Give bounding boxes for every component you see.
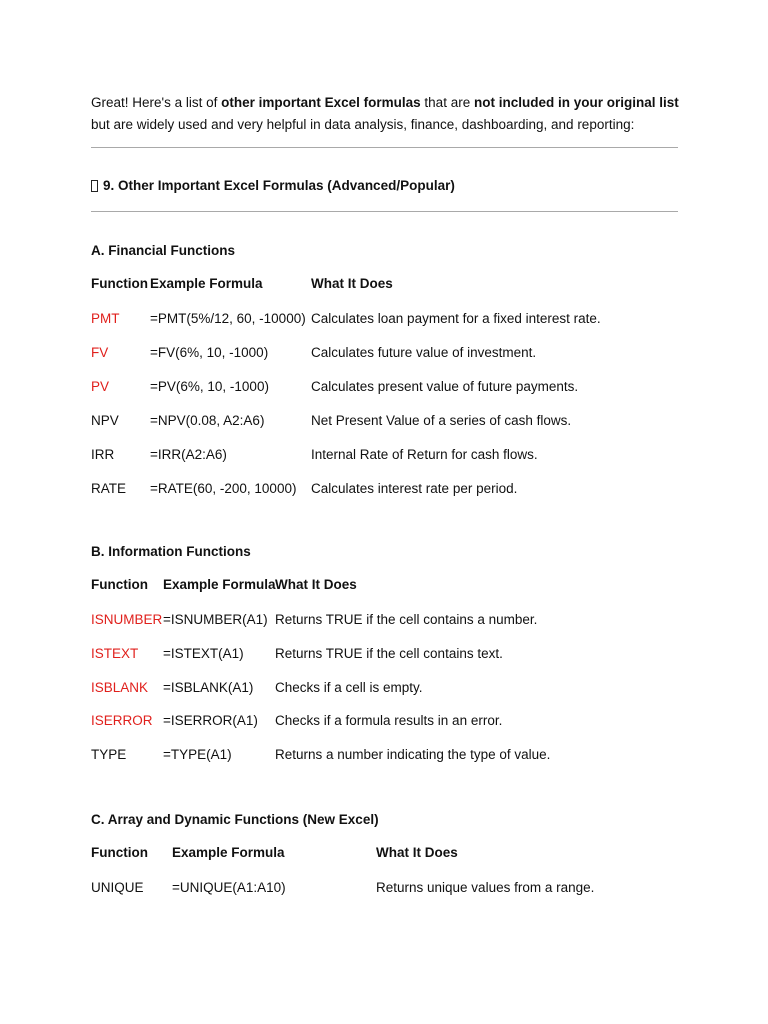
function-name: ISBLANK	[91, 679, 149, 695]
example-formula: =UNIQUE(A1:A10)	[172, 880, 286, 895]
example-formula: =IRR(A2:A6)	[150, 447, 227, 462]
function-header: Function	[91, 577, 148, 592]
intro-text-2: that are	[420, 95, 474, 110]
function-name: TYPE	[91, 747, 127, 763]
description-header: What It Does	[275, 577, 357, 592]
function-description: Returns TRUE if the cell contains a number.	[275, 612, 538, 627]
financial-title: A. Financial Functions	[91, 243, 236, 258]
example-formula: =TYPE(A1)	[163, 747, 232, 763]
function-description: Returns TRUE if the cell contains text.	[275, 645, 503, 661]
function-name: ISNUMBER	[91, 612, 163, 627]
function-name: UNIQUE	[91, 880, 144, 895]
function-description: Internal Rate of Return for cash flows.	[311, 447, 538, 462]
intro-paragraph	[91, 92, 691, 136]
function-description: Returns a number indicating the type of value.	[275, 747, 551, 763]
example-formula: =PMT(5%/12, 60, -10000)	[150, 311, 306, 326]
divider-bottom	[91, 211, 678, 212]
divider-top	[91, 147, 678, 148]
example-formula: =PV(6%, 10, -1000)	[150, 379, 269, 394]
function-header: Function	[91, 276, 148, 291]
intro-text-1: Great! Here's a list of	[91, 95, 222, 110]
function-name: IRR	[91, 447, 115, 462]
function-name: ISERROR	[91, 713, 153, 729]
example-formula: =RATE(60, -200, 10000)	[150, 481, 297, 496]
function-description: Checks if a formula results in an error.	[275, 713, 503, 729]
example-formula: =ISERROR(A1)	[163, 713, 258, 729]
section-heading	[91, 178, 455, 193]
example-formula: =FV(6%, 10, -1000)	[150, 345, 269, 360]
array-title: C. Array and Dynamic Functions (New Excel)	[91, 812, 379, 827]
function-name: FV	[91, 345, 109, 360]
function-name: RATE	[91, 481, 127, 496]
example-formula: =NPV(0.08, A2:A6)	[150, 413, 265, 428]
intro-bold-1: other important Excel formulas	[221, 95, 421, 110]
description-header: What It Does	[376, 845, 458, 860]
function-name: NPV	[91, 413, 119, 428]
section-heading-text: 9. Other Important Excel Formulas (Advanced/Popular)	[103, 178, 455, 193]
example-formula: =ISNUMBER(A1)	[163, 612, 268, 627]
function-description: Checks if a cell is empty.	[275, 679, 423, 695]
function-name: PV	[91, 379, 110, 394]
example-formula: =ISTEXT(A1)	[163, 645, 244, 661]
formula-header: Example Formula	[163, 577, 276, 592]
function-name: ISTEXT	[91, 645, 139, 661]
formula-header: Example Formula	[150, 276, 263, 291]
function-header: Function	[91, 845, 148, 860]
example-formula: =ISBLANK(A1)	[163, 679, 254, 695]
intro-bold-2: not included in your original list	[473, 95, 679, 110]
function-description: Calculates loan payment for a fixed interest rate.	[311, 311, 601, 326]
function-description: Calculates interest rate per period.	[311, 481, 518, 496]
function-name: PMT	[91, 311, 120, 326]
function-description: Calculates future value of investment.	[311, 345, 537, 360]
intro-line-2: but are widely used and very helpful in data analysis, finance, dashboarding, and reporting:	[91, 117, 635, 132]
formula-header: Example Formula	[172, 845, 285, 860]
description-header: What It Does	[311, 276, 393, 291]
function-description: Net Present Value of a series of cash flows.	[311, 413, 572, 428]
information-title: B. Information Functions	[91, 544, 251, 559]
function-description: Calculates present value of future payments.	[311, 379, 579, 394]
function-description: Returns unique values from a range.	[376, 880, 595, 895]
missing-glyph-icon	[91, 180, 98, 192]
